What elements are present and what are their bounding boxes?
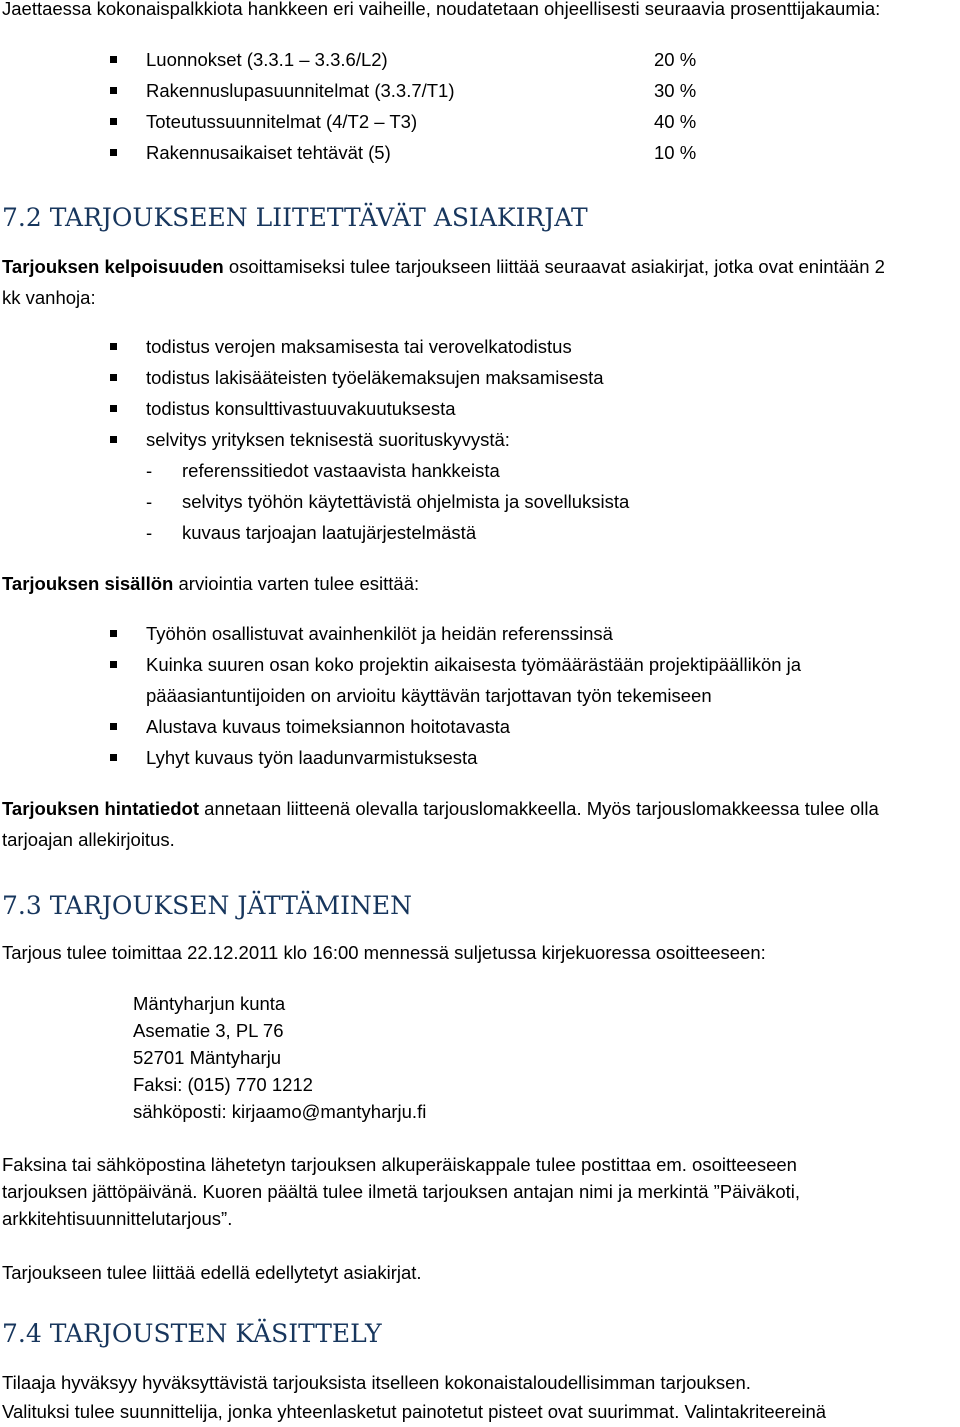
address-line: Mäntyharjun kunta bbox=[133, 993, 286, 1014]
section-heading-7-4: 7.4 TARJOUSTEN KÄSITTELY bbox=[2, 1319, 382, 1348]
bullet-square-icon bbox=[110, 343, 117, 350]
address-line: 52701 Mäntyharju bbox=[133, 1047, 282, 1068]
paragraph: arkkitehtisuunnittelutarjous”. bbox=[2, 1208, 233, 1229]
paragraph: tarjoajan allekirjoitus. bbox=[2, 829, 175, 850]
bullet-square-icon bbox=[110, 436, 117, 443]
phase-percentage: 30 % bbox=[654, 80, 697, 101]
section-heading-7-2: 7.2 TARJOUKSEEN LIITETTÄVÄT ASIAKIRJAT bbox=[2, 203, 588, 232]
bullet-square-icon bbox=[110, 661, 117, 668]
list-item: - selvitys työhön käytettävistä ohjelmista ja sovelluksista bbox=[146, 491, 630, 512]
paragraph: Tilaaja hyväksyy hyväksyttävistä tarjouksista itselleen kokonaistaloudellisimman tarjouksen. bbox=[2, 1372, 751, 1393]
paragraph: Tarjoukseen tulee liittää edellä edellytetyt asiakirjat. bbox=[2, 1262, 422, 1283]
bullet-square-icon bbox=[110, 118, 117, 125]
phase-percentage: 40 % bbox=[654, 111, 697, 132]
section-heading-7-3: 7.3 TARJOUKSEN JÄTTÄMINEN bbox=[2, 891, 413, 920]
list-item: - kuvaus tarjoajan laatujärjestelmästä bbox=[146, 522, 477, 543]
intro-paragraph: Jaettaessa kokonaispalkkiota hankkeen eri vaiheille, noudatetaan ohjeellisesti seuraavia prosenttijakaumia: bbox=[2, 0, 881, 19]
address-line: Asematie 3, PL 76 bbox=[133, 1020, 284, 1041]
phase-percentage: 10 % bbox=[654, 142, 697, 163]
bullet-square-icon bbox=[110, 56, 117, 63]
paragraph: Valituksi tulee suunnittelija, jonka yhteenlasketut painotetut pisteet ovat suurimmat. Valintakriteereinä bbox=[2, 1401, 827, 1422]
bullet-square-icon bbox=[110, 149, 117, 156]
document-page: Jaettaessa kokonaispalkkiota hankkeen eri vaiheille, noudatetaan ohjeellisesti seuraavia prosenttijakaumia: Luonnokset (3.3.1 – 3.3.6/L2) 20 % Rakennuslupasuunnitelmat (3.3.7/T1) 30 % Toteutussuunnitelmat (4/T2 – T3) 40 % Rakennusaikaiset tehtävät (5) 10 % 7.2 TARJOUKSEEN LIITETTÄVÄT ASIAKIRJAT Tarjouksen kelpoisuuden osoittamiseksi tulee tarjoukseen liittää seuraavat asiakirjat, jotka ovat enintään 2 kk vanhoja: todistus verojen maksamisesta tai verovelkatodistus todistus lakisääteisten työeläkemaksujen maksamisesta todistus konsulttivastuuvakuutuksesta selvitys yrityksen teknisestä suorituskyvystä: - referenssitiedot vastaavista hankkeista - selvitys työhön käytettävistä ohjelmista ja sovelluksista - kuvaus tarjoajan laatujärjestelmästä Tarjouksen sisällön arviointia varten tulee esittää: Työhön osallistuvat avainhenkilöt ja heidän referenssinsä Kuinka suuren osan koko projektin aikaisesta työmäärästään projektipäällikön ja pääasiantuntijoiden on arvioitu käyttävän tarjottavan työn tekemiseen Alustava kuvaus toimeksiannon hoitotavasta Lyhyt kuvaus työn laadunvarmistuksesta Tarjouksen hintatiedot annetaan liitteenä olevalla tarjouslomakkeella. Myös tarjouslomakkeessa tulee olla tarjoajan allekirjoitus. 7.3 TARJOUKSEN JÄTTÄMINEN Tarjous tulee toimittaa 22.12.2011 klo 16:00 mennessä suljetussa kirjekuoressa osoitteeseen: Mäntyharjun kunta Asematie 3, PL 76 52701 Mäntyharju Faksi: (015) 770 1212 sähköposti: kirjaamo@mantyharju.fi Faksina tai sähköpostina lähetetyn tarjouksen alkuperäiskappale tulee postittaa em. osoitteeseen tarjouksen jättöpäivänä. Kuoren päältä tulee ilmetä tarjouksen antajan nimi ja merkintä ”Päiväkoti, arkkitehtisuunnittelutarjous”. Tarjoukseen tulee liittää edellä edellytetyt asiakirjat. 7.4 TARJOUSTEN KÄSITTELY Tilaaja hyväksyy hyväksyttävistä tarjouksista itselleen kokonaistaloudellisimman tarjouksen. Valituksi tulee suunnittelija, jonka yhteenlasketut painotetut pisteet ovat suurimmat. Valintakriteereinä bbox=[0, 0, 960, 1425]
list-item: - referenssitiedot vastaavista hankkeista bbox=[146, 460, 500, 481]
paragraph: Tarjouksen sisällön arviointia varten tulee esittää: bbox=[2, 573, 420, 594]
paragraph: kk vanhoja: bbox=[2, 287, 96, 308]
paragraph: tarjouksen jättöpäivänä. Kuoren päältä tulee ilmetä tarjouksen antajan nimi ja merkintä ”Päiväkoti, bbox=[2, 1181, 801, 1202]
paragraph: Tarjouksen hintatiedot annetaan liitteenä olevalla tarjouslomakkeella. Myös tarjouslomakkeessa tulee olla bbox=[2, 798, 879, 819]
address-line: sähköposti: kirjaamo@mantyharju.fi bbox=[133, 1101, 427, 1122]
paragraph: Faksina tai sähköpostina lähetetyn tarjouksen alkuperäiskappale tulee postittaa em. osoitteeseen bbox=[2, 1154, 797, 1175]
phase-percentage: 20 % bbox=[654, 49, 697, 70]
address-line: Faksi: (015) 770 1212 bbox=[133, 1074, 313, 1095]
bullet-square-icon bbox=[110, 374, 117, 381]
bullet-square-icon bbox=[110, 87, 117, 94]
paragraph: Tarjous tulee toimittaa 22.12.2011 klo 16:00 mennessä suljetussa kirjekuoressa osoitteeseen: bbox=[2, 942, 766, 963]
paragraph: Tarjouksen kelpoisuuden osoittamiseksi tulee tarjoukseen liittää seuraavat asiakirjat, jotka ovat enintään 2 bbox=[2, 256, 885, 277]
bullet-square-icon bbox=[110, 405, 117, 412]
bullet-square-icon bbox=[110, 630, 117, 637]
bullet-square-icon bbox=[110, 723, 117, 730]
bullet-square-icon bbox=[110, 754, 117, 761]
